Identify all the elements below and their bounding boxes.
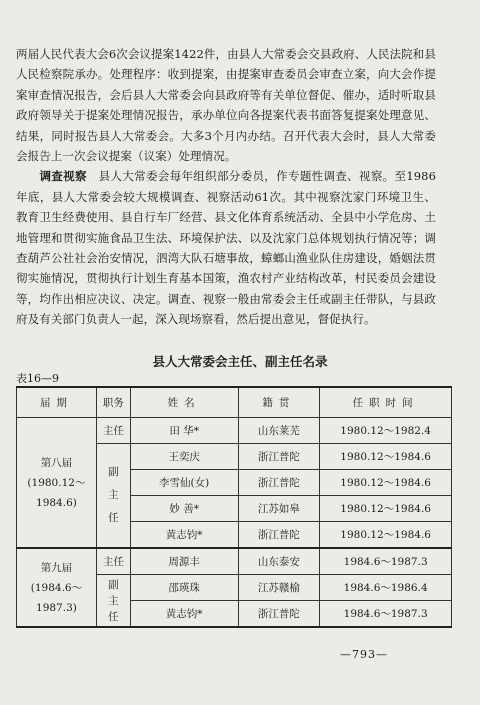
header-post: 职务	[96, 387, 130, 418]
leaders-table	[16, 386, 452, 628]
name-cell: 田 华*	[130, 418, 238, 444]
period-cell: 1984.6～1987.3	[320, 548, 452, 575]
term-cell: 第九届 (1984.6～ 1987.3)	[17, 548, 97, 627]
paragraph-inspection-text: 县人大常委会每年组织部分委员，作专题性调查、视察。至1986年底，县人大常委会较大规模调查、视察活动61次。其中视察沈家门环境卫生、教育卫生经费使用、县自行车厂经营、县文化体育系统活动、全县中小学危房、土地管理和贯彻实施食品卫生法、环境保护法、以及沈家门总体规划执行情况等；调查葫芦公社社会治安情况，泗湾大队石塘事故，蟑螂山渔业队住房建设，婚姻法贯彻实施情况，贯彻执行计划生育基本国策，渔农村产业结构改革，村民委员会建设等，均作出相应决议、决定。调查、视察一般由常委会主任或副主任带队，与县政府及有关部门负责人一起，深入现场察看，然后提出意见，督促执行。	[16, 169, 436, 327]
name-cell: 邵瑛珠	[130, 575, 238, 601]
table-title: 县人大常委会主任、副主任名录	[152, 354, 328, 369]
origin-cell: 江苏如皋	[238, 496, 320, 522]
origin-cell: 江苏赣榆	[238, 575, 320, 601]
period-cell: 1980.12～1982.4	[320, 418, 452, 444]
period-cell: 1980.12～1984.6	[320, 444, 452, 470]
post-cell: 主任	[96, 418, 130, 444]
period-cell: 1980.12～1984.6	[320, 522, 452, 549]
header-term: 届期	[17, 387, 97, 418]
name-cell: 李雪仙(女)	[130, 470, 238, 496]
name-cell: 周源丰	[130, 548, 238, 575]
origin-cell: 山东莱芜	[238, 418, 320, 444]
name-cell: 王奕庆	[130, 444, 238, 470]
origin-cell: 浙江普陀	[238, 470, 320, 496]
period-cell: 1984.6～1987.3	[320, 601, 452, 628]
paragraph-keyword: 调查视察	[39, 169, 87, 184]
origin-cell: 山东泰安	[238, 548, 320, 575]
table-label: 表16—9	[16, 372, 59, 385]
paragraph-proposals: 两届人民代表大会6次会议提案1422件，由县人大常委会交县政府、人民法院和县人民检察院承办。处理程序：收到提案，由提案审查委员会审查立案，向大会作提案审查情况报告，会后县人大常委会向县政府等有关单位督促、催办，适时听取县政府领导关于提案处理情况报告，承办单位向各提案代表书面答复提案处理意见、结果，同时报告县人大常委会。大多3个月内办结。召开代表大会时，县人大常委会报告上一次会议提案（议案）处理情况。	[16, 47, 436, 164]
name-cell: 妙 善*	[130, 496, 238, 522]
term-cell: 第八届 (1980.12～ 1984.6)	[17, 418, 97, 549]
name-cell: 黄志钧*	[130, 522, 238, 549]
period-cell: 1980.12～1984.6	[320, 496, 452, 522]
origin-cell: 浙江普陀	[238, 522, 320, 549]
post-cell: 副 主 任	[96, 444, 130, 549]
paragraph-inspection	[16, 166, 436, 329]
table-row	[17, 548, 452, 575]
table-row	[17, 418, 452, 444]
name-cell: 黄志钧*	[130, 601, 238, 628]
page-number: —793—	[340, 648, 388, 661]
header-name: 姓名	[130, 387, 238, 418]
header-period: 任职时间	[320, 387, 452, 418]
header-origin: 籍贯	[238, 387, 320, 418]
origin-cell: 浙江普陀	[238, 601, 320, 628]
period-cell: 1980.12～1984.6	[320, 470, 452, 496]
origin-cell: 浙江普陀	[238, 444, 320, 470]
body-text	[16, 44, 436, 330]
period-cell: 1984.6～1986.4	[320, 575, 452, 601]
post-cell: 副 主 任	[96, 575, 130, 628]
table-header-row	[17, 387, 452, 418]
post-cell: 主任	[96, 548, 130, 575]
